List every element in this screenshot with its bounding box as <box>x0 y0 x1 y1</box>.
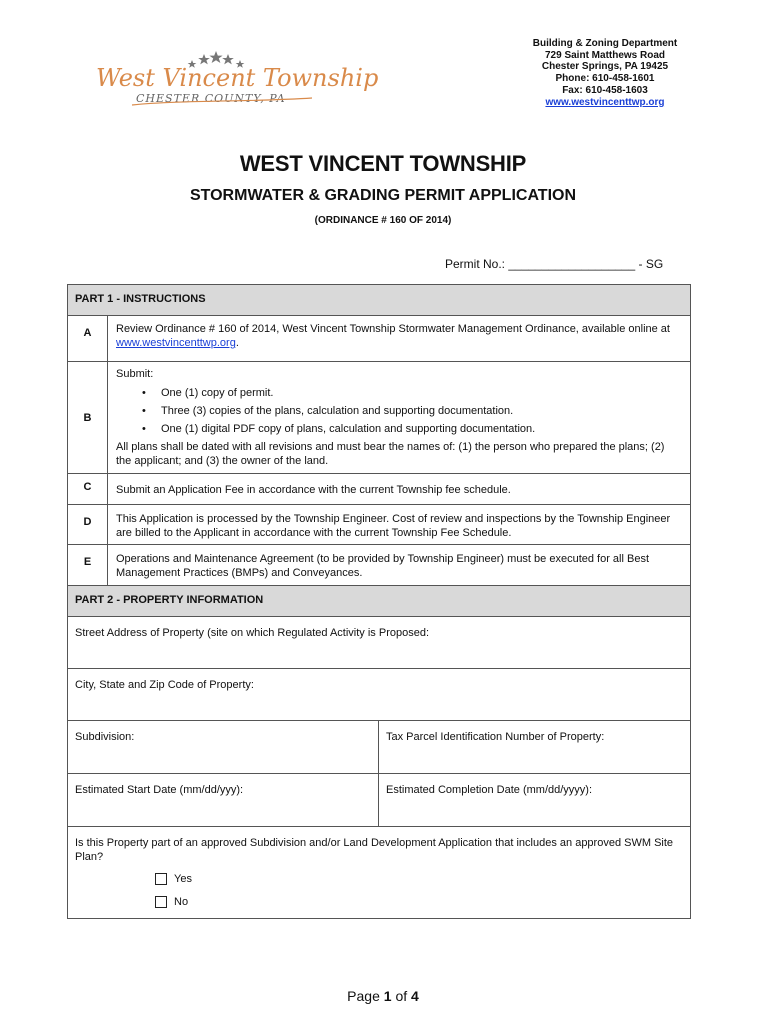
instruction-row-d <box>68 505 691 545</box>
list-item: • One (1) digital PDF copy of plans, calculation and supporting documentation. <box>142 420 682 438</box>
application-form-table <box>67 284 691 919</box>
total-pages: 4 <box>411 988 419 1004</box>
row-label-b: B <box>68 362 108 474</box>
swm-question-row <box>68 827 691 919</box>
department-address <box>495 38 715 108</box>
street-address-field[interactable]: Street Address of Property (site on which Regulated Activity is Proposed: <box>68 617 691 669</box>
instruction-d: This Application is processed by the Township Engineer. Cost of review and inspections by the Township Engineer are billed to the Applicant in accordance with the current Township Fee Schedule. <box>108 505 691 545</box>
subdivision-field[interactable]: Subdivision: <box>68 721 379 773</box>
department-phone: Phone: 610-458-1601 <box>555 73 655 85</box>
swm-question: Is this Property part of an approved Subdivision and/or Land Development Application that includes an approved SWM Site Plan? <box>75 837 674 863</box>
no-checkbox[interactable] <box>155 896 167 908</box>
part2-header: PART 2 - PROPERTY INFORMATION <box>68 586 691 617</box>
start-date-field[interactable]: Estimated Start Date (mm/dd/yyy): <box>68 774 379 826</box>
part2-header-row <box>68 586 691 617</box>
yes-option[interactable] <box>155 871 682 887</box>
instruction-row-a <box>68 316 691 362</box>
township-logo <box>92 48 379 120</box>
dates-split <box>68 774 691 827</box>
swm-question-cell <box>68 827 691 919</box>
part1-header-row <box>68 285 691 316</box>
instruction-a-end: . <box>235 337 239 349</box>
instruction-e: Operations and Maintenance Agreement (to be provided by Township Engineer) must be executed for all Best Management Practices (BMPs) and Conveyances. <box>108 545 691 586</box>
row-label-e: E <box>68 545 108 586</box>
plans-requirement: All plans shall be dated with all revisions and must bear the names of: (1) the person who prepared the plans; (2) the applicant; and (3) the owner of the land. <box>116 441 665 467</box>
city-state-zip-field[interactable]: City, State and Zip Code of Property: <box>68 669 691 721</box>
no-label: No <box>174 896 189 908</box>
subdivision-row <box>68 721 691 774</box>
part1-header: PART 1 - INSTRUCTIONS <box>68 285 691 316</box>
submit-list <box>142 384 682 438</box>
row-label-d: D <box>68 505 108 545</box>
logo-subtitle: CHESTER COUNTY, PA <box>136 92 286 105</box>
row-label-a: A <box>68 316 108 362</box>
city-state-zip-row <box>68 669 691 721</box>
subdivision-split <box>68 721 691 774</box>
yes-checkbox[interactable] <box>155 873 167 885</box>
logo-name: West Vincent Township <box>96 64 379 92</box>
department-fax: Fax: 610-458-1603 <box>562 84 648 96</box>
department-city: Chester Springs, PA 19425 <box>541 61 669 73</box>
list-item: • Three (3) copies of the plans, calculation and supporting documentation. <box>142 402 682 420</box>
instruction-b <box>108 362 691 474</box>
instruction-a-text: Review Ordinance # 160 of 2014, West Vincent Township Stormwater Management Ordinance, available online at <box>116 323 670 335</box>
department-website-link[interactable]: www.westvincenttwp.org <box>545 96 665 108</box>
of-word: of <box>395 988 408 1004</box>
instruction-row-c <box>68 474 691 505</box>
page-title: WEST VINCENT TOWNSHIP <box>239 151 527 176</box>
yes-label: Yes <box>174 873 192 885</box>
street-address-row <box>68 617 691 669</box>
no-option[interactable] <box>155 894 682 910</box>
completion-date-field[interactable]: Estimated Completion Date (mm/dd/yyyy): <box>386 784 593 796</box>
form-title: STORMWATER & GRADING PERMIT APPLICATION <box>189 187 577 204</box>
permit-number-field: Permit No.: ___________________ - SG <box>445 257 664 271</box>
ordinance-label: (ORDINANCE # 160 OF 2014) <box>314 215 452 226</box>
department-name: Building & Zoning Department <box>532 38 678 49</box>
instruction-row-b <box>68 362 691 474</box>
instruction-c: Submit an Application Fee in accordance with the current Township fee schedule. <box>108 474 691 505</box>
list-item: • One (1) copy of permit. <box>142 384 682 402</box>
page-footer <box>0 988 766 1004</box>
department-street: 729 Saint Matthews Road <box>544 49 666 61</box>
instruction-a <box>108 316 691 362</box>
instruction-row-e <box>68 545 691 586</box>
dates-row <box>68 774 691 827</box>
tax-parcel-field[interactable]: Tax Parcel Identification Number of Property: <box>386 731 605 743</box>
row-label-c: C <box>68 474 108 505</box>
page-word: Page <box>347 988 380 1004</box>
ordinance-website-link[interactable]: www.westvincenttwp.org <box>116 337 236 349</box>
current-page: 1 <box>383 988 392 1004</box>
submit-label: Submit: <box>116 368 154 380</box>
